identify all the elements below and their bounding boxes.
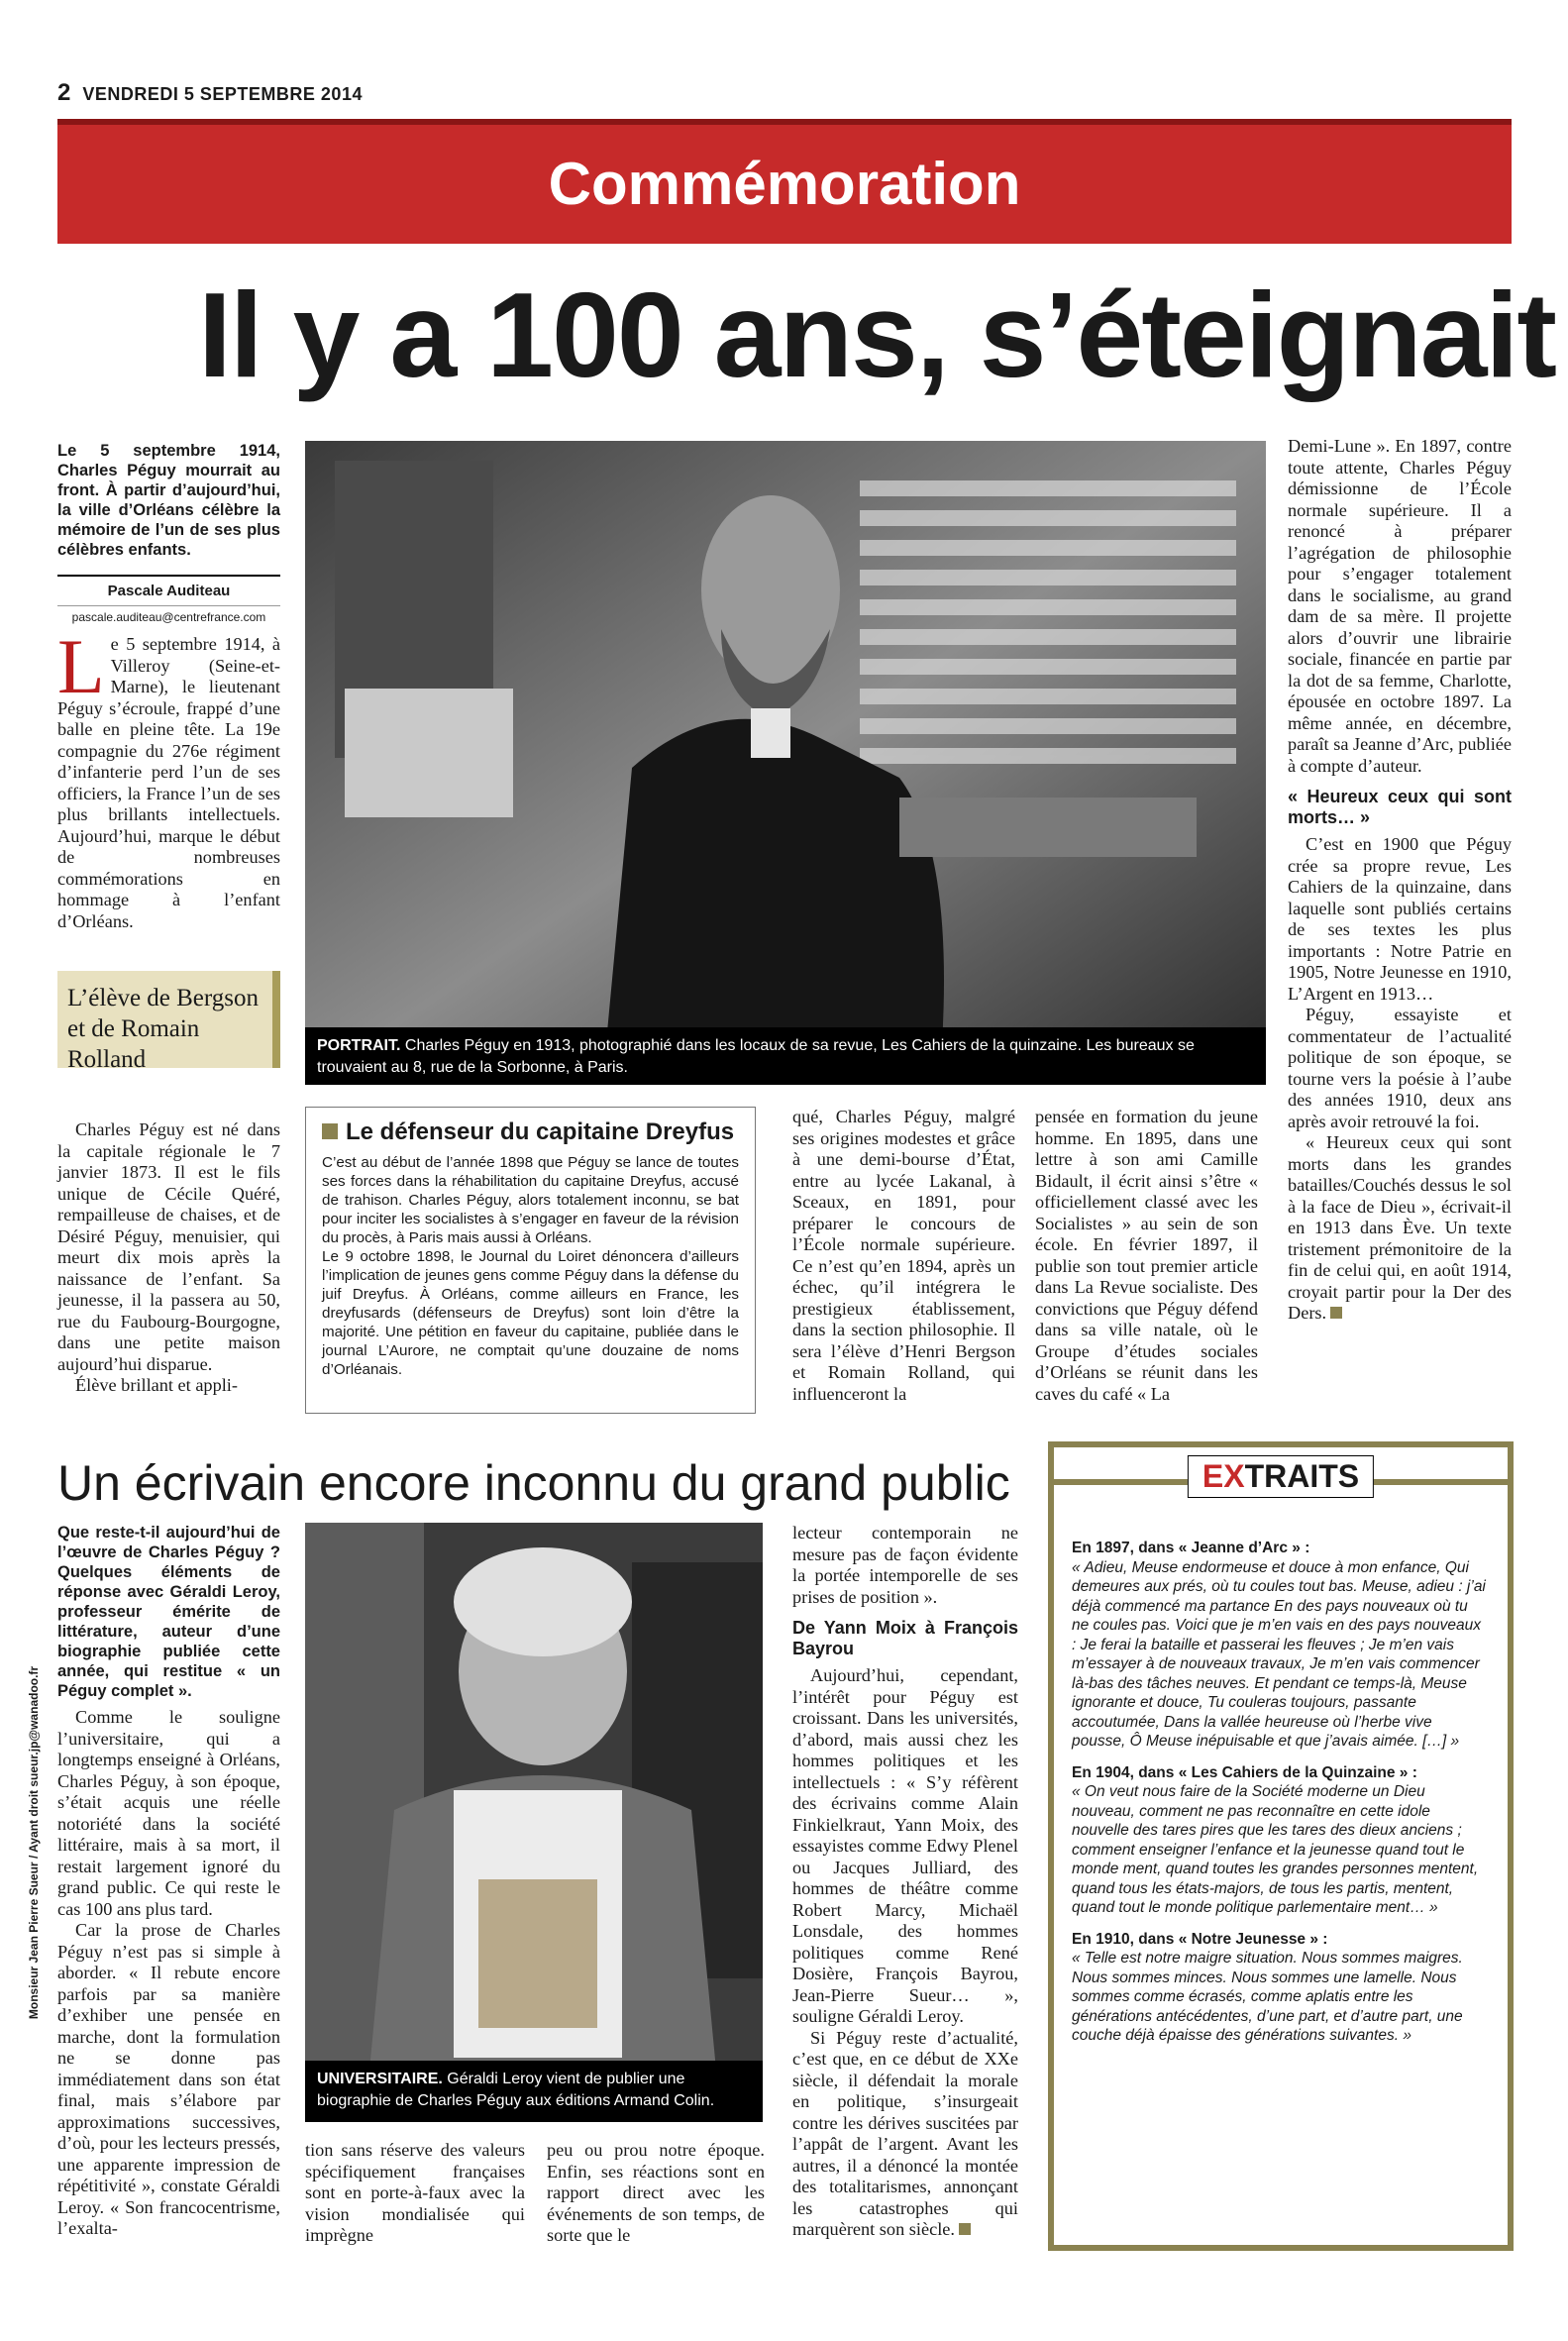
caption-text: Géraldi Leroy vient de publier une biographie de Charles Péguy aux éditions Armand Colin. (317, 2071, 715, 2109)
extract-heading: En 1904, dans « Les Cahiers de la Quinzaine » : (1072, 1763, 1417, 1781)
headline: Il y a 100 ans, s’éteignait (198, 267, 1556, 402)
second-article-col3: peu ou prou notre époque. Enfin, ses réactions sont en rapport direct avec les événements de son temps, de sorte que le (547, 2140, 765, 2245)
sidebar-title (322, 1119, 739, 1145)
second-article-headline: Un écrivain encore inconnu du grand public (57, 1455, 1010, 1511)
page-folio (57, 79, 363, 107)
article-col-middle-1: qué, Charles Péguy, malgré ses origines modestes et grâce à une demi-bourse d’État, entre au lycée Lakanal, à Sceaux, en 1891, pour préparer le concours de l’École normale supérieure. Ce n’est qu’en 1894, après un échec, qu’il intégrera le prestigieux établissement, dans la section philosophie. Il sera l’élève d’Henri Bergson et Romain Rolland, qui influenceront la (792, 1107, 1015, 1404)
extracts-body (1072, 1527, 1488, 2046)
sidebar-paragraph: Le 9 octobre 1898, le Journal du Loiret dénoncera d’ailleurs l’implication de jeunes gens comme Péguy dans la défense du juif Dreyfus. À Orléans, comme ailleurs en France, les dreyfusards (défenseurs de Dreyfus) sont loin d’être la majorité. Une pétition en faveur du capitaine, publiée dans le journal L’Aurore, ne comptait qu’une douzaine de noms d’Orléanais. (322, 1248, 739, 1378)
square-bullet-icon (322, 1123, 338, 1139)
caption-label: PORTRAIT. (317, 1037, 401, 1054)
sidebar-title-text: Le défenseur du capitaine Dreyfus (346, 1118, 735, 1145)
author-name: Pascale Auditeau (107, 583, 231, 599)
extracts-box (1048, 1441, 1514, 2251)
label-rest-part: TRAITS (1244, 1458, 1360, 1494)
extracts-header (1054, 1447, 1508, 1515)
paragraph-text: « Heureux ceux qui sont morts dans les grandes batailles/Couchés dessus le sol à la face de Dieu », écrivait-il en 1913 dans Ève. Un texte tristement prémonitoire de la fin de celui qui, en août 1914, croyait partir pour la Der des Ders. (1288, 1132, 1512, 1323)
paragraph: Comme le souligne l’universitaire, qui a longtemps enseigné à Orléans, Charles Péguy, à son époque, s’était acquis une réelle notoriété dans la société littéraire, mais à sa mort, il restait largement ignoré du grand public. Ce qui reste le cas 100 ans plus tard. (57, 1707, 280, 1919)
paragraph: Demi-Lune ». En 1897, contre toute attente, Charles Péguy démissionne de l’École normale supérieure. Il a renoncé à préparer l’agrégation de philosophie pour s’engager totalement dans le socialisme, au grand dam de sa mère. Il projette alors d’ouvrir une librairie sociale, financée en partie par la dot de sa femme, Charlotte, épousée en octobre 1897. La même année, en décembre, paraît sa Jeanne d’Arc, publiée à compte d’auteur. (1288, 436, 1512, 776)
label-red-part: EX (1202, 1458, 1245, 1494)
caption-label: UNIVERSITAIRE. (317, 2071, 443, 2087)
caption-text: Charles Péguy en 1913, photographié dans les locaux de sa revue, Les Cahiers de la quinzaine. Les bureaux se trouvaient au 8, rue de la Sorbonne, à Paris. (317, 1037, 1195, 1076)
second-article-col2: tion sans réserve des valeurs spécifiquement françaises sont en porte-à-faux avec la vision mondialisée qui imprègne (305, 2140, 525, 2245)
section-box-title: L’élève de Bergson et de Romain Rolland (57, 971, 280, 1068)
second-article-lead: Que reste-t-il aujourd’hui de l’œuvre de Charles Péguy ? Quelques éléments de réponse avec Géraldi Leroy, professeur émérite de littérature, auteur d’une biographie publiée cette année, qui restitue « un Péguy complet ». (57, 1524, 280, 1700)
photo-caption (305, 2061, 763, 2122)
sidebar-paragraph: C’est au début de l’année 1898 que Péguy se lance de toutes ses forces dans la réhabilitation du capitaine Dreyfus, accusé de trahison. Charles Péguy, alors totalement inconnu, se bat pour inciter les socialistes à s’engager en faveur de la révision du procès, à Paris mais aussi à Orléans. (322, 1154, 739, 1246)
article-col1-body (57, 1119, 280, 1397)
page-number: 2 (57, 79, 71, 106)
byline (57, 575, 280, 624)
paragraph: Aujourd’hui, cependant, l’intérêt pour Péguy est croissant. Dans les universités, d’abord, mais aussi chez les hommes politiques et les intellectuels : « S’y réfèrent des écrivains comme Alain Finkielkraut, Yann Moix, des essayistes comme Edwy Plenel ou Jacques Julliard, des hommes de théâtre comme Robert Marcy, Michaël Lonsdale, des hommes politiques comme René Dosière, François Bayrou, Jean-Pierre Sueur… », souligne Géraldi Leroy. (792, 1665, 1018, 2026)
second-article-col4 (792, 1523, 1018, 2241)
paragraph-text: Si Péguy reste d’actualité, c’est que, en ce début de XXe siècle, il défendait la morale en politique, s’insurgeait contre les dérives suscitées par l’appât de l’argent. Avant les autres, il a dénoncé la montée des totalitarismes, annonçant les catastrophes qui marquèrent son siècle. (792, 2027, 1018, 2239)
drop-cap: L (57, 623, 105, 709)
section-banner (57, 119, 1512, 244)
paragraph (792, 2028, 1018, 2241)
extract-heading: En 1897, dans « Jeanne d’Arc » : (1072, 1540, 1310, 1556)
credit-text: Monsieur Jean Pierre Sueur / Ayant droit sueur.jp@wanadoo.fr (27, 1665, 41, 2020)
dreyfus-sidebar (305, 1107, 756, 1414)
paragraph: Charles Péguy est né dans la capitale régionale le 7 janvier 1873. Il est le fils unique de Cécile Quéré, rempailleuse de chaises, et de Désiré Péguy, menuisier, qui meurt dix mois après la naissance de l’enfant. Sa jeunesse, il la passera au 50, rue du Faubourg-Bourgogne, dans une petite maison aujourd’hui disparue. (57, 1119, 280, 1374)
portrait-photo (305, 441, 1266, 1085)
paragraph: Péguy, essayiste et commentateur de l’actualité politique de son époque, se tourne vers la poésie à l’aube des années 1910, deux ans après avoir retrouvé la foi. (1288, 1005, 1512, 1131)
end-mark-icon (959, 2223, 971, 2235)
photo-credit (14, 1565, 53, 2120)
end-mark-icon (1330, 1307, 1342, 1319)
universitaire-photo (305, 1523, 763, 2122)
second-article-col1 (57, 1523, 280, 2240)
article-col1-intro (57, 623, 280, 932)
extract-quote: « On veut nous faire de la Société moderne un Dieu nouveau, comment ne pas reconnaître en cette idole nouvelle des tares pires que les tares des dieux anciens ; comment enseigner l’enfance et la jeunesse quand tout le monde ment, quand toutes les grandes personnes mentent, quand tous les états-majors, de tous les partis, mentent, quand tout le monde politique parlementaire ment… » (1072, 1783, 1479, 1916)
paragraph: Car la prose de Charles Péguy n’est pas si simple à aborder. « Il rebute encore parfois par sa manière d’exhiber une pensée en marche, dont la formulation ne se donne pas immédiatement dans son état final, mais s’élabore par approximations successives, d’où, pour les lecteurs pressés, une apparente impression de répétitivité », constate Géraldi Leroy. « Son francocentrisme, l’exalta- (57, 1920, 280, 2238)
paragraph: C’est en 1900 que Péguy crée sa propre revue, Les Cahiers de la quinzaine, dans laquelle sont publiés certains de ses textes les plus importants : Notre Patrie en 1905, Notre Jeunesse en 1910, L’Argent en 1913… (1288, 834, 1512, 1004)
intertitle: De Yann Moix à François Bayrou (792, 1618, 1018, 1658)
paragraph (1288, 1132, 1512, 1325)
extract-heading: En 1910, dans « Notre Jeunesse » : (1072, 1930, 1328, 1948)
author-email: pascale.auditeau@centrefrance.com (57, 605, 280, 624)
paragraph: Élève brillant et appli- (75, 1375, 238, 1395)
paragraph: lecteur contemporain ne mesure pas de façon évidente la portée intemporelle de ses prises de position ». (792, 1523, 1018, 1607)
extract-quote: « Telle est notre maigre situation. Nous sommes maigres. Nous sommes minces. Nous sommes une lamelle. Nous sommes comme écrasés, comme aplatis entre les générations antécédentes, d’une part, et d’autre part, une couche déjà épaisse des générations suivantes. » (1072, 1950, 1463, 2044)
intro-text: e 5 septembre 1914, à Villeroy (Seine-et-Marne), le lieutenant Péguy s’écroule, frappé d’une balle en pleine tête. La 19e compagnie du 276e régiment d’infanterie perd l’un de ses officiers, la France l’un de ses plus brillants intellectuels. Aujourd’hui, marque le début de nombreuses commémorations en hommage à l’enfant d’Orléans. (57, 634, 280, 931)
extracts-label (1188, 1455, 1374, 1498)
lead-paragraph: Le 5 septembre 1914, Charles Péguy mourrait au front. À partir d’aujourd’hui, la ville d’Orléans célèbre la mémoire de l’un de ses plus célèbres enfants. (57, 442, 280, 559)
photo-caption (305, 1027, 1266, 1085)
article-col-middle-2: pensée en formation du jeune homme. En 1895, dans une lettre à son ami Camille Bidault, il écrit ainsi s’être « officiellement classé avec les Socialistes » au sein de son école. En février 1897, il publie son tout premier article dans La Revue socialiste. Des convictions que Péguy défend dans sa ville natale, où le Groupe d’études sociales d’Orléans se réunit dans les caves du café « La (1035, 1107, 1258, 1404)
geraldi-leroy-image (305, 1523, 763, 2122)
intertitle: « Heureux ceux qui sont morts… » (1288, 787, 1512, 827)
portrait-image (305, 441, 1266, 1085)
article-col-right (1288, 436, 1512, 1325)
section-title: Commémoration (548, 151, 1021, 217)
page-date: VENDREDI 5 SEPTEMBRE 2014 (82, 84, 363, 104)
extract-quote: « Adieu, Meuse endormeuse et douce à mon enfance, Qui demeures aux prés, où tu coules tout bas. Meuse, adieu : j’ai déjà commencé ma partance En des pays nouveaux où tu ne coules pas. Voici que je m’en vais en des pays nouveaux : Je ferai la bataille et passerai les fleuves ; Je m’en vais m’essayer à de nouveaux travaux, Je m’en vais commencer là-bas des tâches neuves. Et pendant ce temps-là, Meuse ignorante et douce, Tu couleras toujours, passante accoutumée, Dans la vallée heureuse où l’herbe vive pousse, Ô Meuse inépuisable et que j’avais aimée. […] » (1072, 1558, 1486, 1750)
